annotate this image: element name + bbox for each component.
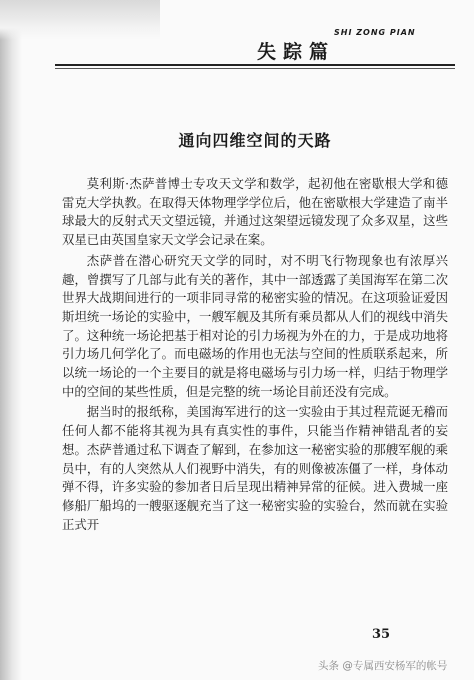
paragraph: 莫利斯·杰萨普博士专攻天文学和数学，起初他在密歇根大学和德雷克大学执教。在取得天体物理学学位后，他在密歇根大学建造了南半球最大的反射式天文望远镜，并通过这架望远镜发现了众多双星，这些双星已由英国皇家天文学会记录在案。 xyxy=(62,176,448,248)
paragraph: 杰萨普在潜心研究天文学的同时，对不明飞行物现象也有浓厚兴趣，曾撰写了几部与此有关的著作，其中一部透露了美国海军在第二次世界大战期间进行的一项非同寻常的秘密实验的情况。在这项验证爱因斯坦统一场论的实验中，一艘军舰及其所有乘员都从人们的视线中消失了。这种统一场论把基于相对论的引力场视为外在的力，于是成功地将引力场几何学化了。而电磁场的作用也无法与空间的性质联系起来，所以统一场论的一个主要目的就是将电磁场与引力场一样，归结于物理学中的空间的某些性质，但是完整的统一场论目前还没有完成。 xyxy=(62,252,448,399)
page-corner-shadow xyxy=(0,0,160,40)
article-body xyxy=(62,175,448,536)
article-title: 通向四维空间的天路 xyxy=(178,131,332,150)
running-header-pinyin: SHI ZONG PIAN xyxy=(334,28,416,37)
running-header-title: 失踪篇 xyxy=(257,41,336,63)
watermark: 头条 @专属西安杨军的帐号 xyxy=(318,660,448,672)
header-rule xyxy=(55,64,455,66)
header-rule-thin xyxy=(55,68,455,69)
binding-gutter-shadow xyxy=(0,0,22,680)
paragraph: 据当时的报纸称，美国海军进行的这一实验由于其过程荒诞无稽而任何人都不能将其视为具有真实性的事件，只能当作精神错乱者的妄想。杰萨普通过私下调查了解到，在参加这一秘密实验的那艘军舰的乘员中，有的人突然从人们视野中消失，有的则像被冻僵了一样，身体动弹不得，许多实验的参加者日后呈现出精神异常的征候。进入费城一座修船厂船坞的一艘驱逐舰充当了这一秘密实验的实验台，然而就在实验正式开 xyxy=(62,404,448,532)
page-number: 35 xyxy=(372,627,391,642)
